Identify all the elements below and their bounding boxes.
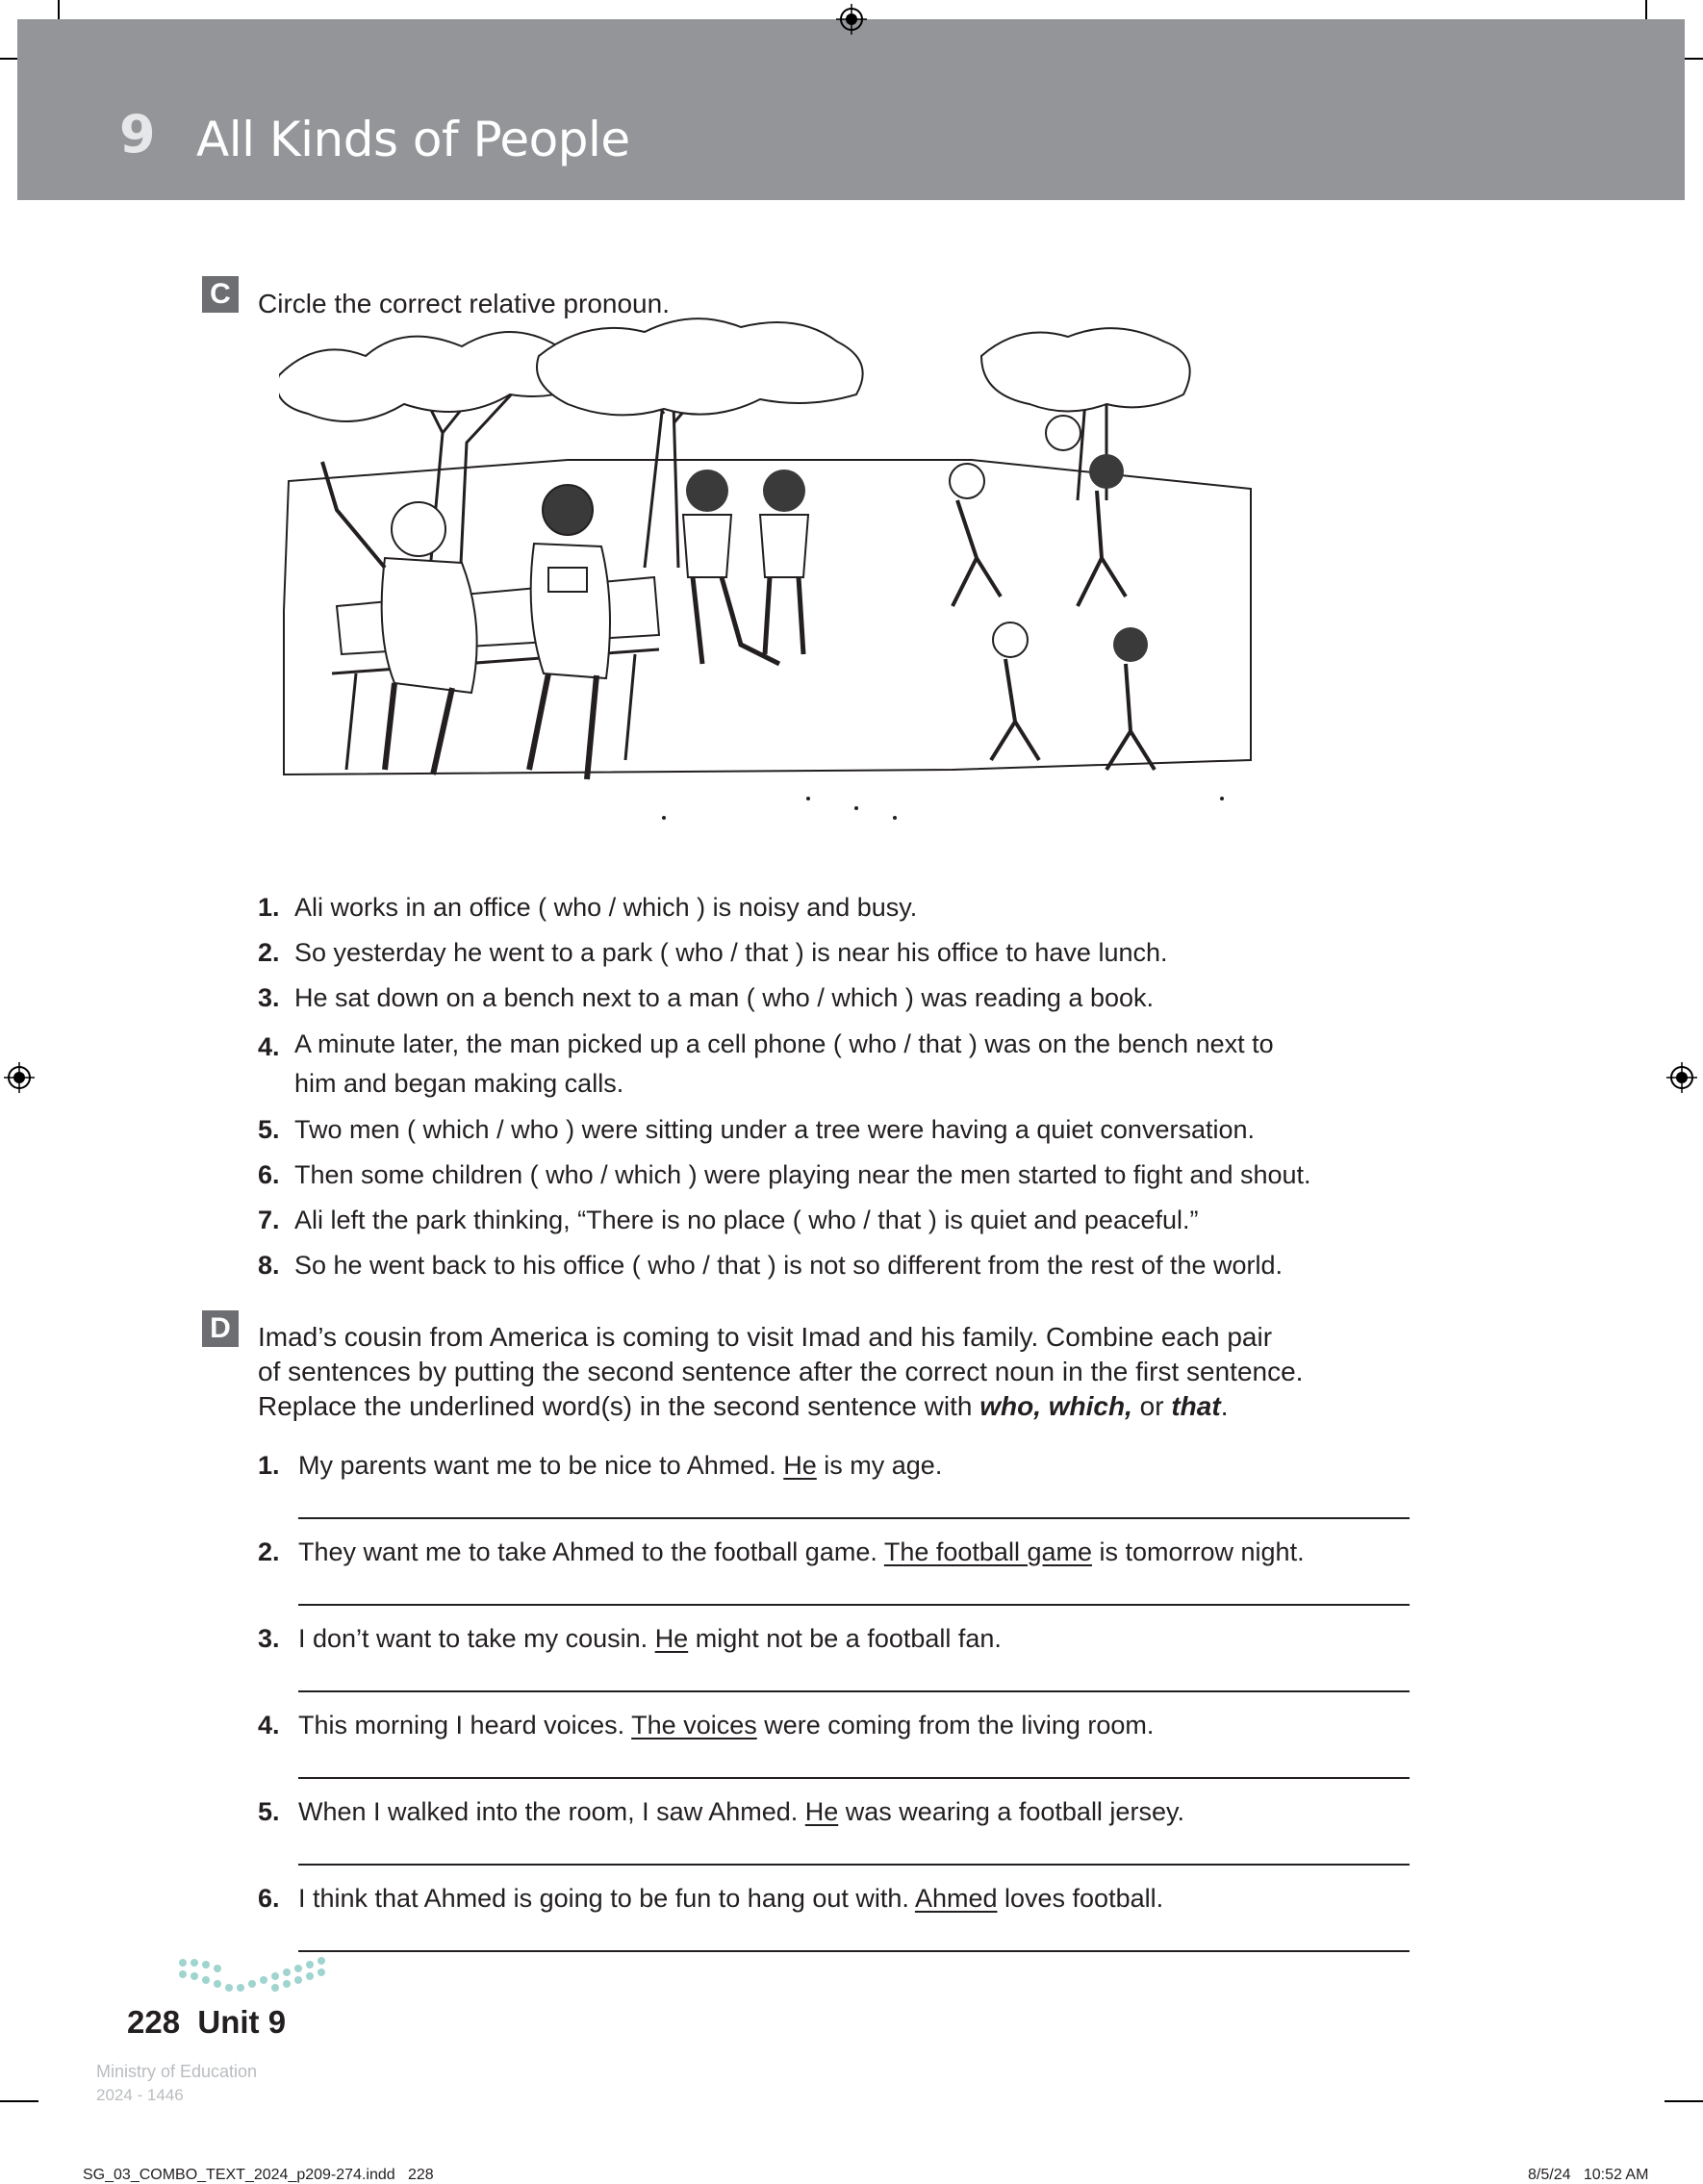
list-item: 1. Ali works in an office ( who / which ) is noisy and busy. xyxy=(258,893,918,922)
unit-header-band xyxy=(17,19,1685,200)
list-item: 6. Then some children ( who / which ) were playing near the men started to fight and shout. xyxy=(258,1160,1311,1189)
instruction-line: Imad’s cousin from America is coming to visit Imad and his family. Combine each pair xyxy=(258,1322,1273,1352)
answer-line[interactable] xyxy=(298,1517,1410,1519)
ministry-year: 2024 - 1446 xyxy=(96,2086,184,2104)
section-d-badge: D xyxy=(202,1310,239,1347)
answer-line[interactable] xyxy=(298,1864,1410,1866)
exercise-item: 5. When I walked into the room, I saw Ahmed. He was wearing a football jersey. xyxy=(258,1797,1184,1826)
crop-mark xyxy=(0,2100,38,2102)
instruction-line: of sentences by putting the second sentence after the correct noun in the first sentence. xyxy=(258,1357,1304,1386)
list-item: 2. So yesterday he went to a park ( who / that ) is near his office to have lunch. xyxy=(258,938,1168,967)
instruction-line: Replace the underlined word(s) in the second sentence with who, which, or that. xyxy=(258,1391,1229,1421)
section-c-badge: C xyxy=(202,276,239,313)
ministry-name: Ministry of Education xyxy=(96,2062,258,2081)
registration-mark-icon xyxy=(836,4,867,35)
exercise-item: 6. I think that Ahmed is going to be fun to hang out with. Ahmed loves football. xyxy=(258,1884,1164,1913)
page-number: 228 Unit 9 xyxy=(127,2004,287,2040)
exercise-item: 3. I don’t want to take my cousin. He might not be a football fan. xyxy=(258,1624,1002,1653)
exercise-item: 2. They want me to take Ahmed to the football game. The football game is tomorrow night. xyxy=(258,1537,1305,1566)
slug-date: 8/5/24 10:52 AM xyxy=(1528,2167,1649,2183)
section-c-items xyxy=(258,885,1432,1288)
exercise-item: 4. This morning I heard voices. The voices were coming from the living room. xyxy=(258,1711,1155,1740)
answer-line[interactable] xyxy=(298,1950,1410,1952)
list-item: 4. A minute later, the man picked up a cell phone ( who / that ) was on the bench next to him and began making calls. xyxy=(258,1029,1274,1098)
list-item: 3. He sat down on a bench next to a man ( who / which ) was reading a book. xyxy=(258,983,1155,1012)
section-c-instruction: Circle the correct relative pronoun. xyxy=(258,289,670,318)
list-item: 5. Two men ( which / who ) were sitting under a tree were having a quiet conversation. xyxy=(258,1115,1255,1144)
answer-line[interactable] xyxy=(298,1690,1410,1692)
list-item: 7. Ali left the park thinking, “There is no place ( who / that ) is quiet and peaceful.” xyxy=(258,1206,1199,1234)
answer-line[interactable] xyxy=(298,1777,1410,1779)
unit-number: 9 xyxy=(119,104,156,165)
crop-mark xyxy=(1665,2100,1703,2102)
answer-line[interactable] xyxy=(298,1604,1410,1606)
slug-filename: SG_03_COMBO_TEXT_2024_p209-274.indd 228 xyxy=(83,2167,434,2183)
unit-title: All Kinds of People xyxy=(196,112,630,167)
registration-mark-icon xyxy=(1666,1062,1697,1093)
exercise-item: 1. My parents want me to be nice to Ahmed. He is my age. xyxy=(258,1451,943,1480)
list-item: 8. So he went back to his office ( who / that ) is not so different from the rest of the world. xyxy=(258,1251,1284,1280)
park-scene-illustration xyxy=(279,317,1260,856)
registration-mark-icon xyxy=(4,1062,35,1093)
ministry-dots-icon xyxy=(96,1953,346,2011)
section-d-instruction xyxy=(258,1320,1412,1424)
